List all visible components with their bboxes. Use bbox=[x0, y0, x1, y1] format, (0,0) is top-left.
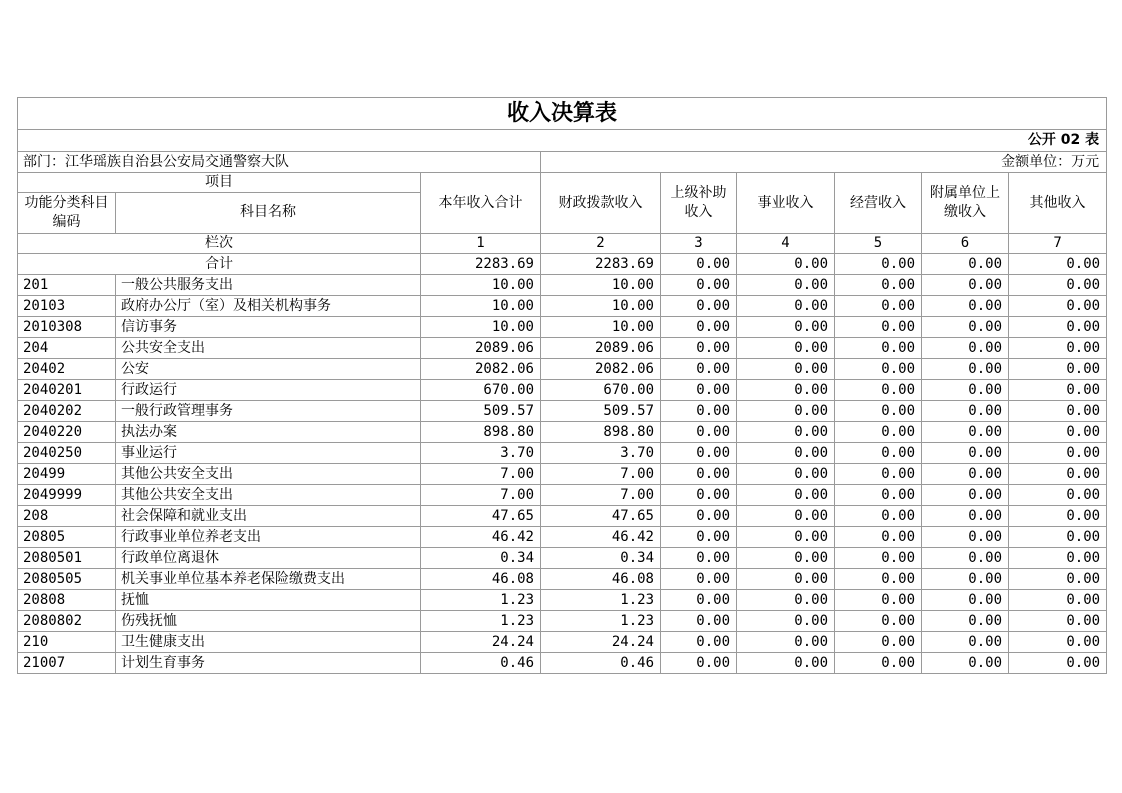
table-row bbox=[18, 526, 1107, 547]
amount-cell: 0.00 bbox=[835, 358, 922, 379]
subject-name-cell: 事业运行 bbox=[116, 442, 421, 463]
amount-cell: 0.34 bbox=[421, 547, 541, 568]
index-number: 7 bbox=[1009, 233, 1107, 253]
function-code-cell: 208 bbox=[18, 505, 116, 526]
amount-cell: 0.00 bbox=[835, 631, 922, 652]
amount-cell: 0.00 bbox=[661, 295, 737, 316]
amount-cell: 1.23 bbox=[421, 610, 541, 631]
amount-cell: 0.00 bbox=[1009, 421, 1107, 442]
function-code-cell: 2080501 bbox=[18, 547, 116, 568]
amount-cell: 0.00 bbox=[922, 379, 1009, 400]
amount-cell: 0.00 bbox=[922, 463, 1009, 484]
header-total-income: 本年收入合计 bbox=[421, 173, 541, 234]
amount-cell: 0.00 bbox=[835, 568, 922, 589]
amount-cell: 0.00 bbox=[737, 484, 835, 505]
amount-cell: 7.00 bbox=[541, 463, 661, 484]
amount-cell: 10.00 bbox=[421, 316, 541, 337]
total-value: 0.00 bbox=[661, 253, 737, 274]
amount-cell: 0.00 bbox=[1009, 358, 1107, 379]
index-number: 1 bbox=[421, 233, 541, 253]
amount-unit-label: 金额单位：万元 bbox=[541, 152, 1107, 173]
amount-cell: 0.00 bbox=[737, 547, 835, 568]
amount-cell: 0.00 bbox=[1009, 526, 1107, 547]
table-row bbox=[18, 610, 1107, 631]
amount-cell: 670.00 bbox=[421, 379, 541, 400]
table-row bbox=[18, 547, 1107, 568]
amount-cell: 509.57 bbox=[421, 400, 541, 421]
header-business-income: 事业收入 bbox=[737, 173, 835, 234]
amount-cell: 0.00 bbox=[737, 631, 835, 652]
amount-cell: 3.70 bbox=[421, 442, 541, 463]
function-code-cell: 2040220 bbox=[18, 421, 116, 442]
amount-cell: 0.00 bbox=[737, 568, 835, 589]
amount-cell: 0.00 bbox=[661, 442, 737, 463]
subject-name-cell: 公共安全支出 bbox=[116, 337, 421, 358]
amount-cell: 0.00 bbox=[737, 463, 835, 484]
subject-name-cell: 伤残抚恤 bbox=[116, 610, 421, 631]
subject-name-cell: 卫生健康支出 bbox=[116, 631, 421, 652]
amount-cell: 509.57 bbox=[541, 400, 661, 421]
amount-cell: 0.00 bbox=[835, 421, 922, 442]
amount-cell: 0.00 bbox=[1009, 316, 1107, 337]
amount-cell: 2082.06 bbox=[421, 358, 541, 379]
function-code-cell: 2080505 bbox=[18, 568, 116, 589]
amount-cell: 0.00 bbox=[1009, 274, 1107, 295]
amount-cell: 0.00 bbox=[835, 316, 922, 337]
table-row bbox=[18, 463, 1107, 484]
amount-cell: 0.00 bbox=[737, 295, 835, 316]
total-value: 0.00 bbox=[835, 253, 922, 274]
amount-cell: 0.00 bbox=[835, 274, 922, 295]
function-code-cell: 2010308 bbox=[18, 316, 116, 337]
amount-cell: 1.23 bbox=[421, 589, 541, 610]
amount-cell: 0.00 bbox=[1009, 442, 1107, 463]
subject-name-cell: 行政事业单位养老支出 bbox=[116, 526, 421, 547]
amount-cell: 0.00 bbox=[1009, 379, 1107, 400]
amount-cell: 0.00 bbox=[1009, 400, 1107, 421]
amount-cell: 0.00 bbox=[922, 484, 1009, 505]
amount-cell: 1.23 bbox=[541, 610, 661, 631]
amount-cell: 0.00 bbox=[737, 652, 835, 673]
index-number: 2 bbox=[541, 233, 661, 253]
subject-name-cell: 行政运行 bbox=[116, 379, 421, 400]
total-value: 0.00 bbox=[1009, 253, 1107, 274]
amount-cell: 0.00 bbox=[835, 652, 922, 673]
subject-name-cell: 一般公共服务支出 bbox=[116, 274, 421, 295]
amount-cell: 0.00 bbox=[922, 274, 1009, 295]
amount-cell: 24.24 bbox=[421, 631, 541, 652]
amount-cell: 0.00 bbox=[1009, 484, 1107, 505]
amount-cell: 0.00 bbox=[737, 274, 835, 295]
amount-cell: 0.00 bbox=[922, 631, 1009, 652]
subject-name-cell: 信访事务 bbox=[116, 316, 421, 337]
amount-cell: 0.00 bbox=[661, 379, 737, 400]
amount-cell: 2089.06 bbox=[541, 337, 661, 358]
page-title: 收入决算表 bbox=[18, 98, 1107, 130]
function-code-cell: 2040201 bbox=[18, 379, 116, 400]
header-subject-name: 科目名称 bbox=[116, 192, 421, 233]
amount-cell: 1.23 bbox=[541, 589, 661, 610]
amount-cell: 0.00 bbox=[661, 484, 737, 505]
amount-cell: 0.00 bbox=[922, 337, 1009, 358]
subject-name-cell: 政府办公厅（室）及相关机构事务 bbox=[116, 295, 421, 316]
table-row bbox=[18, 358, 1107, 379]
table-row bbox=[18, 295, 1107, 316]
function-code-cell: 204 bbox=[18, 337, 116, 358]
amount-cell: 0.00 bbox=[661, 316, 737, 337]
amount-cell: 46.08 bbox=[421, 568, 541, 589]
header-function-code: 功能分类科目编码 bbox=[18, 192, 116, 233]
amount-cell: 0.00 bbox=[737, 442, 835, 463]
amount-cell: 0.00 bbox=[835, 442, 922, 463]
amount-cell: 0.00 bbox=[737, 379, 835, 400]
amount-cell: 0.00 bbox=[922, 400, 1009, 421]
amount-cell: 0.00 bbox=[661, 358, 737, 379]
subject-name-cell: 一般行政管理事务 bbox=[116, 400, 421, 421]
amount-cell: 10.00 bbox=[541, 295, 661, 316]
amount-cell: 0.00 bbox=[737, 421, 835, 442]
amount-cell: 0.00 bbox=[737, 526, 835, 547]
total-row bbox=[18, 253, 1107, 274]
amount-cell: 0.00 bbox=[661, 568, 737, 589]
amount-cell: 0.00 bbox=[737, 505, 835, 526]
header-item: 项目 bbox=[18, 173, 421, 193]
amount-cell: 0.00 bbox=[737, 589, 835, 610]
amount-cell: 0.00 bbox=[661, 652, 737, 673]
amount-cell: 670.00 bbox=[541, 379, 661, 400]
index-number: 4 bbox=[737, 233, 835, 253]
amount-cell: 0.00 bbox=[835, 295, 922, 316]
function-code-cell: 20808 bbox=[18, 589, 116, 610]
amount-cell: 0.00 bbox=[922, 652, 1009, 673]
table-row bbox=[18, 442, 1107, 463]
total-value: 0.00 bbox=[922, 253, 1009, 274]
amount-cell: 0.00 bbox=[737, 337, 835, 358]
amount-cell: 0.00 bbox=[922, 295, 1009, 316]
amount-cell: 0.34 bbox=[541, 547, 661, 568]
amount-cell: 0.00 bbox=[922, 316, 1009, 337]
amount-cell: 24.24 bbox=[541, 631, 661, 652]
amount-cell: 0.00 bbox=[922, 358, 1009, 379]
table-row bbox=[18, 568, 1107, 589]
subject-name-cell: 其他公共安全支出 bbox=[116, 484, 421, 505]
amount-cell: 0.00 bbox=[1009, 610, 1107, 631]
amount-cell: 0.00 bbox=[835, 505, 922, 526]
total-value: 0.00 bbox=[737, 253, 835, 274]
amount-cell: 0.00 bbox=[835, 400, 922, 421]
function-code-cell: 2040250 bbox=[18, 442, 116, 463]
income-final-accounts-table bbox=[17, 97, 1107, 674]
subject-name-cell: 其他公共安全支出 bbox=[116, 463, 421, 484]
total-value: 2283.69 bbox=[421, 253, 541, 274]
amount-cell: 0.00 bbox=[922, 547, 1009, 568]
amount-cell: 0.00 bbox=[922, 421, 1009, 442]
amount-cell: 0.00 bbox=[1009, 652, 1107, 673]
index-number: 3 bbox=[661, 233, 737, 253]
index-number: 6 bbox=[922, 233, 1009, 253]
amount-cell: 0.00 bbox=[1009, 337, 1107, 358]
subject-name-cell: 计划生育事务 bbox=[116, 652, 421, 673]
amount-cell: 0.00 bbox=[661, 589, 737, 610]
amount-cell: 0.46 bbox=[421, 652, 541, 673]
amount-cell: 0.00 bbox=[1009, 547, 1107, 568]
amount-cell: 7.00 bbox=[421, 484, 541, 505]
amount-cell: 7.00 bbox=[421, 463, 541, 484]
amount-cell: 0.00 bbox=[1009, 631, 1107, 652]
amount-cell: 46.42 bbox=[541, 526, 661, 547]
header-operating-income: 经营收入 bbox=[835, 173, 922, 234]
amount-cell: 0.00 bbox=[1009, 568, 1107, 589]
amount-cell: 0.00 bbox=[737, 316, 835, 337]
amount-cell: 0.00 bbox=[661, 547, 737, 568]
total-value: 2283.69 bbox=[541, 253, 661, 274]
table-row bbox=[18, 589, 1107, 610]
index-row-label: 栏次 bbox=[18, 233, 421, 253]
amount-cell: 0.00 bbox=[1009, 505, 1107, 526]
function-code-cell: 201 bbox=[18, 274, 116, 295]
amount-cell: 10.00 bbox=[541, 316, 661, 337]
amount-cell: 0.00 bbox=[835, 337, 922, 358]
amount-cell: 0.00 bbox=[922, 442, 1009, 463]
income-final-accounts-sheet bbox=[17, 97, 1106, 674]
amount-cell: 0.00 bbox=[835, 526, 922, 547]
amount-cell: 0.00 bbox=[922, 568, 1009, 589]
amount-cell: 0.00 bbox=[661, 505, 737, 526]
amount-cell: 7.00 bbox=[541, 484, 661, 505]
table-row bbox=[18, 421, 1107, 442]
function-code-cell: 2049999 bbox=[18, 484, 116, 505]
amount-cell: 0.00 bbox=[1009, 463, 1107, 484]
function-code-cell: 2080802 bbox=[18, 610, 116, 631]
header-superior-subsidy: 上级补助收入 bbox=[661, 173, 737, 234]
amount-cell: 2089.06 bbox=[421, 337, 541, 358]
index-number: 5 bbox=[835, 233, 922, 253]
function-code-cell: 20103 bbox=[18, 295, 116, 316]
amount-cell: 898.80 bbox=[541, 421, 661, 442]
subject-name-cell: 机关事业单位基本养老保险缴费支出 bbox=[116, 568, 421, 589]
amount-cell: 0.00 bbox=[661, 274, 737, 295]
amount-cell: 0.00 bbox=[835, 463, 922, 484]
table-row bbox=[18, 337, 1107, 358]
table-row bbox=[18, 652, 1107, 673]
amount-cell: 3.70 bbox=[541, 442, 661, 463]
amount-cell: 0.00 bbox=[922, 610, 1009, 631]
amount-cell: 0.00 bbox=[1009, 589, 1107, 610]
amount-cell: 10.00 bbox=[541, 274, 661, 295]
form-number: 公开 02 表 bbox=[18, 130, 1107, 152]
amount-cell: 2082.06 bbox=[541, 358, 661, 379]
amount-cell: 0.00 bbox=[737, 400, 835, 421]
department-label: 部门：江华瑶族自治县公安局交通警察大队 bbox=[18, 152, 541, 173]
amount-cell: 0.00 bbox=[922, 589, 1009, 610]
amount-cell: 898.80 bbox=[421, 421, 541, 442]
table-row bbox=[18, 379, 1107, 400]
subject-name-cell: 执法办案 bbox=[116, 421, 421, 442]
function-code-cell: 20499 bbox=[18, 463, 116, 484]
function-code-cell: 20402 bbox=[18, 358, 116, 379]
amount-cell: 47.65 bbox=[541, 505, 661, 526]
subject-name-cell: 行政单位离退休 bbox=[116, 547, 421, 568]
amount-cell: 46.42 bbox=[421, 526, 541, 547]
subject-name-cell: 公安 bbox=[116, 358, 421, 379]
amount-cell: 0.00 bbox=[922, 505, 1009, 526]
function-code-cell: 21007 bbox=[18, 652, 116, 673]
amount-cell: 0.00 bbox=[737, 610, 835, 631]
amount-cell: 47.65 bbox=[421, 505, 541, 526]
function-code-cell: 2040202 bbox=[18, 400, 116, 421]
subject-name-cell: 抚恤 bbox=[116, 589, 421, 610]
table-row bbox=[18, 484, 1107, 505]
amount-cell: 0.00 bbox=[661, 631, 737, 652]
amount-cell: 0.00 bbox=[835, 379, 922, 400]
amount-cell: 0.00 bbox=[661, 400, 737, 421]
amount-cell: 0.00 bbox=[661, 526, 737, 547]
total-label: 合计 bbox=[18, 253, 421, 274]
amount-cell: 0.00 bbox=[835, 547, 922, 568]
table-row bbox=[18, 400, 1107, 421]
table-row bbox=[18, 505, 1107, 526]
header-fiscal-appropriation: 财政拨款收入 bbox=[541, 173, 661, 234]
function-code-cell: 210 bbox=[18, 631, 116, 652]
table-row bbox=[18, 631, 1107, 652]
subject-name-cell: 社会保障和就业支出 bbox=[116, 505, 421, 526]
amount-cell: 0.00 bbox=[661, 610, 737, 631]
amount-cell: 0.00 bbox=[661, 337, 737, 358]
table-row bbox=[18, 274, 1107, 295]
header-other-income: 其他收入 bbox=[1009, 173, 1107, 234]
amount-cell: 0.00 bbox=[1009, 295, 1107, 316]
amount-cell: 0.00 bbox=[835, 484, 922, 505]
amount-cell: 0.00 bbox=[835, 589, 922, 610]
function-code-cell: 20805 bbox=[18, 526, 116, 547]
table-row bbox=[18, 316, 1107, 337]
amount-cell: 0.00 bbox=[835, 610, 922, 631]
amount-cell: 0.00 bbox=[737, 358, 835, 379]
amount-cell: 0.46 bbox=[541, 652, 661, 673]
header-subsidiary-turnover: 附属单位上缴收入 bbox=[922, 173, 1009, 234]
amount-cell: 0.00 bbox=[661, 463, 737, 484]
amount-cell: 0.00 bbox=[922, 526, 1009, 547]
amount-cell: 10.00 bbox=[421, 274, 541, 295]
amount-cell: 46.08 bbox=[541, 568, 661, 589]
amount-cell: 0.00 bbox=[661, 421, 737, 442]
amount-cell: 10.00 bbox=[421, 295, 541, 316]
